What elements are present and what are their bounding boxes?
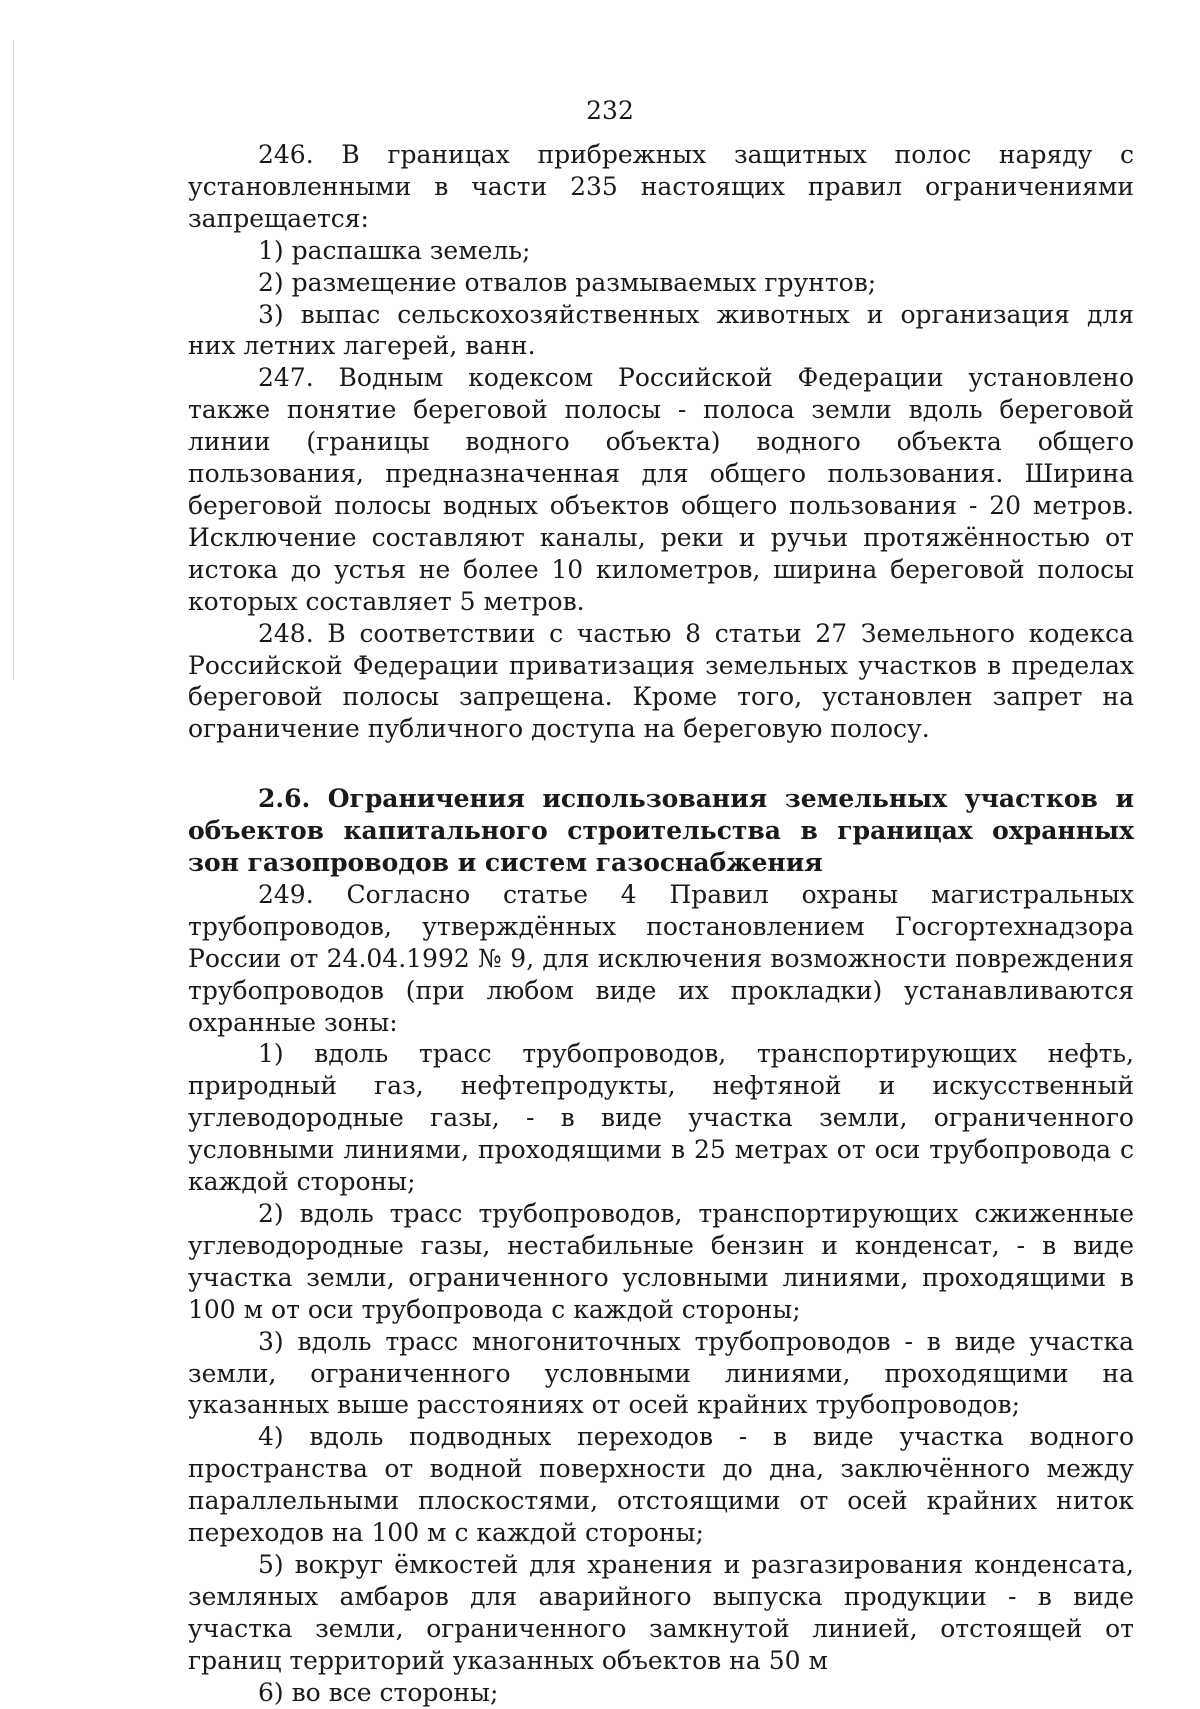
paragraph-249: 249. Согласно статье 4 Правил охраны магистральных трубопроводов, утверждённых постановлением Госгортехнадзора России от 24.04.1992 № 9, для исключения возможности повреждения трубопроводов (при любом виде их прокладки) устанавливаются охранные зоны:: [188, 879, 1134, 1037]
paragraph-246: 246. В границах прибрежных защитных полос наряду с установленными в части 235 настоящих правил ограничениями запрещается:: [188, 140, 1134, 233]
section-heading: 2.6. Ограничения использования земельных участков и объектов капитального строительства в границах охранных зон газопроводов и систем газоснабжения: [188, 784, 1134, 878]
scan-edge-line: [13, 40, 14, 680]
paragraph-248: 248. В соответствии с частью 8 статьи 27 Земельного кодекса Российской Федерации приватизация земельных участков в пределах береговой полосы запрещена. Кроме того, установлен запрет на ограничение публичного доступа на береговую полосу.: [188, 618, 1134, 744]
zone-item-1: 1) вдоль трасс трубопроводов, транспортирующих нефть, природный газ, нефтепродукты, нефтяной и искусственный углеводородные газы, - в виде участка земли, ограниченного условными линиями, проходящими в 25 метрах от оси трубопровода с каждой стороны;: [188, 1039, 1134, 1197]
zone-item-5: 5) вокруг ёмкостей для хранения и разгазирования конденсата, земляных амбаров для аварийного выпуска продукции - в виде участка земли, ограниченного замкнутой линией, отстоящей от границ территорий указанных объектов на 50 м: [188, 1549, 1134, 1675]
zone-item-3: 3) вдоль трасс многониточных трубопроводов - в виде участка земли, ограниченного условными линиями, проходящими на указанных выше расстояниях от осей крайних трубопроводов;: [188, 1326, 1134, 1420]
list-item-1: 1) распашка земель;: [258, 235, 531, 265]
zone-item-2: 2) вдоль трасс трубопроводов, транспортирующих сжиженные углеводородные газы, нестабильные бензин и конденсат, - в виде участка земли, ограниченного условными линиями, проходящими в 100 м от оси трубопровода с каждой стороны;: [188, 1199, 1134, 1324]
list-item-3: 3) выпас сельскохозяйственных животных и организация для них летних лагерей, ванн.: [188, 299, 1134, 361]
zone-item-6: 6) во все стороны;: [258, 1677, 499, 1707]
paragraph-247: 247. Водным кодексом Российской Федерации установлено также понятие береговой полосы - полоса земли вдоль береговой линии (границы водного объекта) водного объекта общего пользования, предназначенная для общего пользования. Ширина береговой полосы водных объектов общего пользования - 20 метров. Исключение составляют каналы, реки и ручьи протяжённостью от истока до устья не более 10 километров, ширина береговой полосы которых составляет 5 метров.: [188, 363, 1134, 616]
list-item-2: 2) размещение отвалов размываемых грунтов;: [258, 267, 877, 297]
document-body: [188, 139, 1134, 1709]
zone-item-4: 4) вдоль подводных переходов - в виде участка водного пространства от водной поверхности до дна, заключённого между параллельными плоскостями, отстоящими от осей крайних ниток переходов на 100 м с каждой стороны;: [188, 1422, 1134, 1548]
page-number: 232: [586, 96, 634, 125]
